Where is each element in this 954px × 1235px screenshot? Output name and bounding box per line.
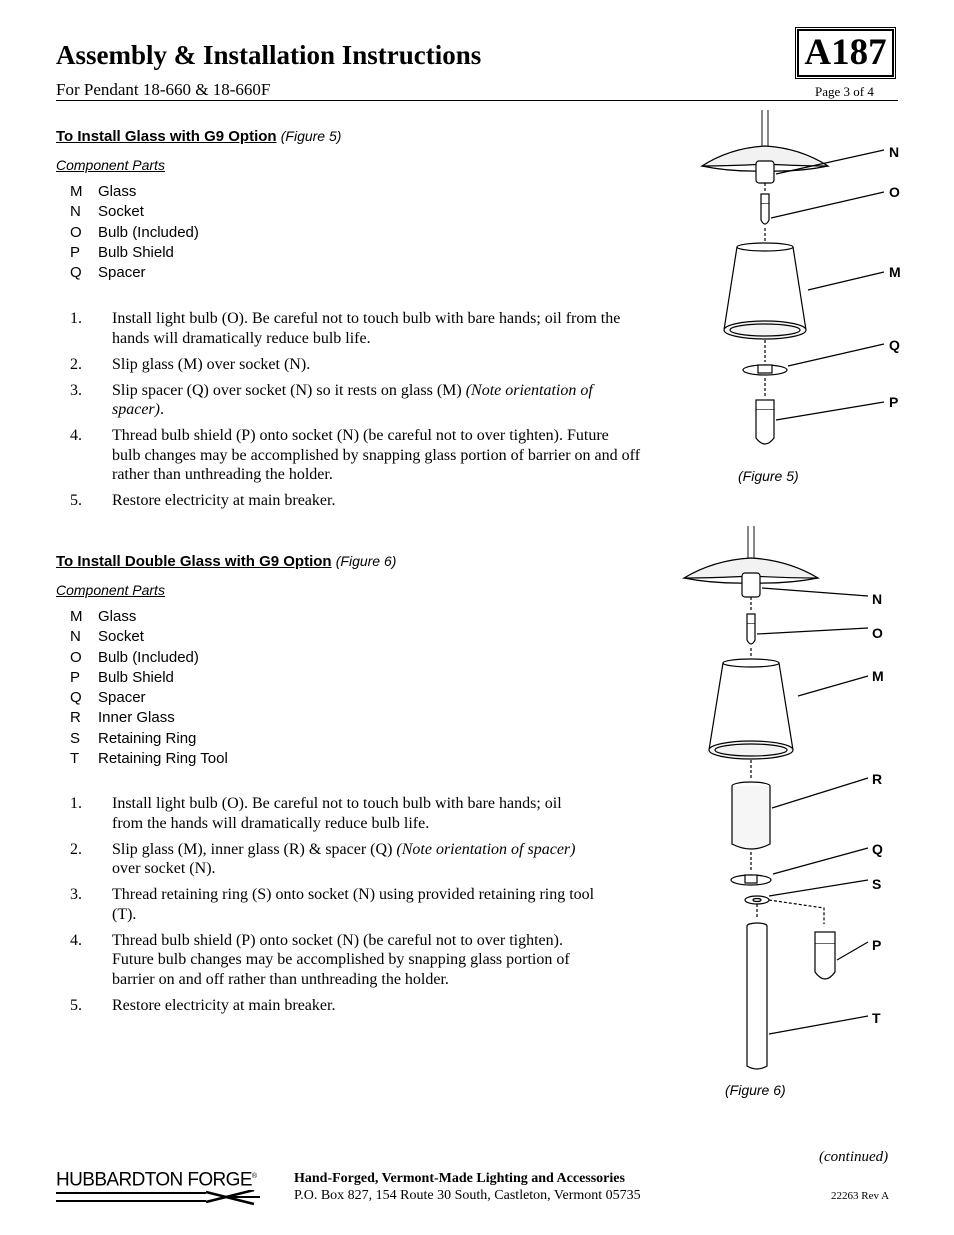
part-row xyxy=(70,263,199,283)
logo-underline-mark xyxy=(56,1190,260,1206)
part-letter: M xyxy=(70,608,83,625)
step-number: 3. xyxy=(70,886,82,903)
part-letter: N xyxy=(70,203,81,221)
step-note: (Note orientation of spacer) xyxy=(396,840,576,858)
callout-label: Q xyxy=(872,841,883,857)
figure-5-illustration xyxy=(690,108,920,468)
step-item xyxy=(70,794,595,833)
component-parts-list xyxy=(70,182,199,283)
part-letter: M xyxy=(70,183,83,200)
step-text: Install light bulb (O). Be careful not to touch bulb with bare hands; oil from the hands will dramatically reduce bulb life. xyxy=(112,795,562,832)
step-number: 4. xyxy=(70,931,82,949)
part-letter: Q xyxy=(70,689,82,707)
step-text xyxy=(112,381,640,420)
step-item xyxy=(70,355,640,375)
figure-5-caption: (Figure 5) xyxy=(738,468,799,484)
part-row xyxy=(70,202,199,222)
part-row xyxy=(70,627,228,647)
callout-label: N xyxy=(872,591,883,607)
part-row xyxy=(70,607,228,627)
step-item xyxy=(70,491,640,511)
continued-note: (continued) xyxy=(819,1149,889,1165)
step-text: Install light bulb (O). Be careful not to touch bulb with bare hands; oil from the hands will dramatically reduce bulb life. xyxy=(112,310,621,347)
section-title-double-glass-g9 xyxy=(56,553,396,570)
part-row xyxy=(70,708,228,728)
instruction-steps xyxy=(70,794,595,1022)
step-number: 5. xyxy=(70,996,82,1014)
step-text-main: Slip spacer (Q) over socket (N) so it rests on glass (M) xyxy=(112,381,466,399)
step-text xyxy=(112,840,595,879)
part-name: Bulb Shield xyxy=(98,243,174,261)
page-subtitle: For Pendant 18-660 & 18-660F xyxy=(56,80,271,99)
part-name: Spacer xyxy=(98,689,146,707)
step-item xyxy=(70,426,640,485)
step-text: Restore electricity at main breaker. xyxy=(112,996,336,1014)
part-row xyxy=(70,749,228,769)
figure-6-illustration xyxy=(676,524,891,1080)
model-number-box: A187 xyxy=(797,29,894,77)
company-logo xyxy=(56,1167,260,1211)
component-parts-heading: Component Parts xyxy=(56,157,165,173)
callout-label: O xyxy=(872,625,883,641)
callout-label: P xyxy=(872,937,882,953)
step-number: 1. xyxy=(70,795,82,812)
part-name: Spacer xyxy=(98,264,146,282)
step-number: 5. xyxy=(70,492,82,509)
part-name: Bulb (Included) xyxy=(98,648,199,666)
step-item xyxy=(70,381,640,420)
part-name: Retaining Ring xyxy=(98,729,197,747)
part-row xyxy=(70,182,199,202)
callout-label: N xyxy=(889,144,900,160)
part-name: Socket xyxy=(98,203,144,221)
part-letter: P xyxy=(70,668,81,686)
step-text-after: . xyxy=(159,401,164,418)
part-name: Glass xyxy=(98,608,137,625)
step-number: 2. xyxy=(70,355,82,373)
part-letter: O xyxy=(70,648,82,666)
page-number: Page 3 of 4 xyxy=(815,84,874,99)
instruction-steps xyxy=(70,309,640,517)
part-name: Bulb Shield xyxy=(98,668,174,686)
section-figure-ref: (Figure 5) xyxy=(280,128,342,144)
part-letter: T xyxy=(70,750,80,768)
step-text: Thread bulb shield (P) onto socket (N) (be careful not to over tighten). Future bulb changes may be accomplished by snapping glass portion of barrier on and off rather than unthreading the holder. xyxy=(112,931,570,988)
step-number: 4. xyxy=(70,427,82,444)
callout-label: O xyxy=(889,184,900,200)
step-number: 3. xyxy=(70,381,82,399)
callout-label: M xyxy=(889,264,901,280)
part-name: Bulb (Included) xyxy=(98,223,199,241)
component-parts-list xyxy=(70,607,228,769)
part-row xyxy=(70,243,199,263)
part-letter: S xyxy=(70,729,81,747)
section-title-glass-g9 xyxy=(56,128,341,145)
callout-label: Q xyxy=(889,337,900,353)
callout-label: M xyxy=(872,668,884,684)
step-number: 1. xyxy=(70,310,82,327)
component-parts-heading: Component Parts xyxy=(56,582,165,598)
registered-mark: ® xyxy=(251,1173,257,1180)
footer-address: P.O. Box 827, 154 Route 30 South, Castleton, Vermont 05735 xyxy=(294,1188,641,1203)
part-row xyxy=(70,223,199,243)
step-item xyxy=(70,931,595,990)
part-row xyxy=(70,688,228,708)
part-letter: Q xyxy=(70,264,82,282)
step-item xyxy=(70,840,595,879)
logo-text: HUBBARDTON FORGE xyxy=(56,1169,252,1191)
callout-label: S xyxy=(872,876,882,892)
part-name: Inner Glass xyxy=(98,709,175,727)
step-text: Restore electricity at main breaker. xyxy=(112,492,336,509)
callout-label: R xyxy=(872,771,883,787)
step-text: Thread bulb shield (P) onto socket (N) (be careful not to over tighten). Future bulb changes may be accomplished by snapping glass portion of barrier on and off rather than unthreading the holder. xyxy=(112,427,641,483)
part-letter: N xyxy=(70,628,81,646)
callout-label: P xyxy=(889,394,899,410)
step-note: (Note orientation of spacer) xyxy=(112,381,593,418)
part-row xyxy=(70,729,228,749)
step-text-main: Slip glass (M), inner glass (R) & spacer (Q) xyxy=(112,840,397,858)
part-name: Retaining Ring Tool xyxy=(98,750,228,768)
callout-label: T xyxy=(872,1010,881,1026)
step-text-after: over socket (N). xyxy=(112,860,216,877)
document-revision: 22263 Rev A xyxy=(831,1190,890,1202)
section-title-text: To Install Glass with G9 Option xyxy=(56,128,277,145)
part-letter: O xyxy=(70,223,82,241)
section-figure-ref: (Figure 6) xyxy=(335,553,397,569)
step-text: Slip glass (M) over socket (N). xyxy=(112,355,311,373)
part-row xyxy=(70,648,228,668)
step-item xyxy=(70,996,595,1016)
step-text: Thread retaining ring (S) onto socket (N) using provided retaining ring tool (T). xyxy=(112,886,595,923)
part-letter: P xyxy=(70,243,81,261)
part-row xyxy=(70,668,228,688)
figure-6-caption: (Figure 6) xyxy=(725,1082,786,1098)
section-title-text: To Install Double Glass with G9 Option xyxy=(56,553,332,570)
part-name: Glass xyxy=(98,183,137,200)
step-item xyxy=(70,309,640,348)
part-letter: R xyxy=(70,709,81,727)
step-number: 2. xyxy=(70,840,82,858)
footer-tagline: Hand-Forged, Vermont-Made Lighting and Accessories xyxy=(294,1171,625,1186)
part-name: Socket xyxy=(98,628,144,646)
step-item xyxy=(70,885,595,924)
page-title: Assembly & Installation Instructions xyxy=(56,40,482,70)
header-rule xyxy=(56,100,898,101)
